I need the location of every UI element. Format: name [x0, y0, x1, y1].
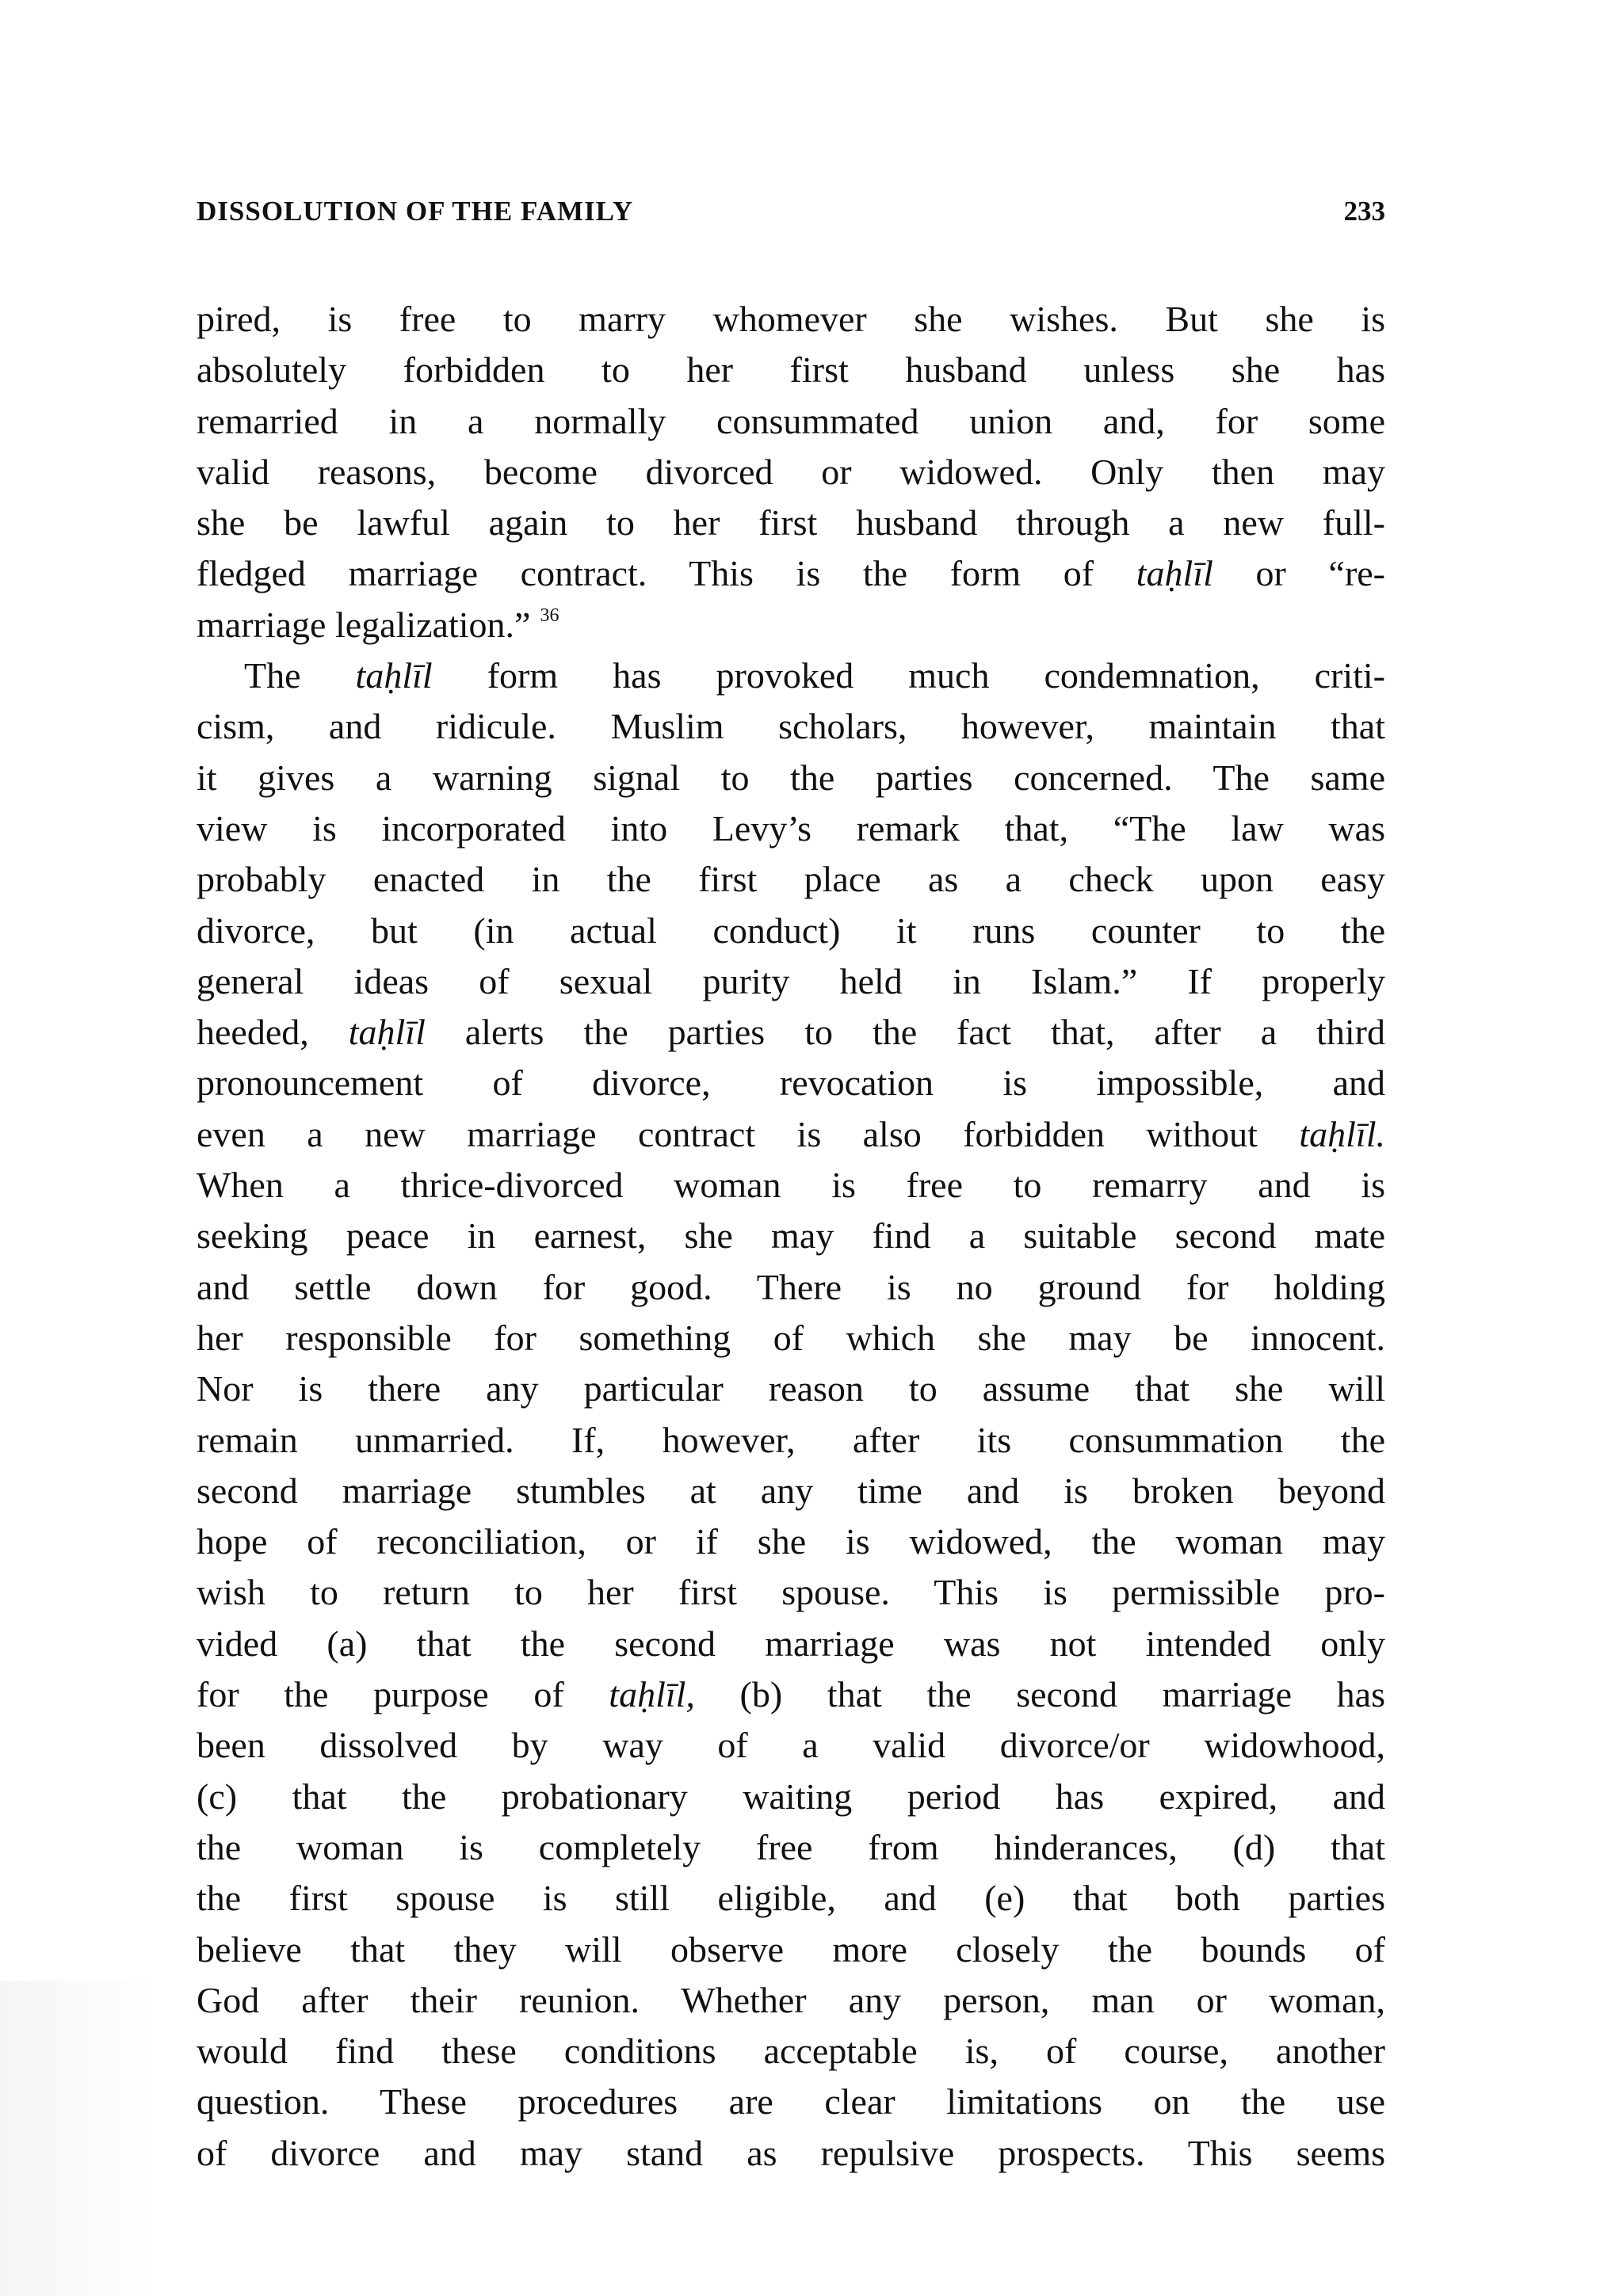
text-line: believe that they will observe more closely the bounds of	[197, 1928, 1385, 1970]
paragraph-end-line	[197, 600, 1385, 650]
text-line: absolutely forbidden to her first husband unless she has	[197, 349, 1385, 391]
text-line: been dissolved by way of a valid divorce/or widowhood,	[197, 1725, 1385, 1766]
text-line: view is incorporated into Levy’s remark that, “The law was	[197, 807, 1385, 849]
text-line	[197, 1669, 1385, 1720]
text-line	[197, 548, 1385, 599]
italic-term: taḥlīl	[1136, 553, 1213, 594]
text-line: wish to return to her first spouse. This is permissible pro-	[197, 1572, 1385, 1613]
text-line: and settle down for good. There is no ground for holding	[197, 1266, 1385, 1307]
text-line: divorce, but (in actual conduct) it runs counter to the	[197, 910, 1385, 951]
text-line: of divorce and may stand as repulsive prospects. This seems	[197, 2132, 1385, 2173]
text-line: hope of reconciliation, or if she is widowed, the woman may	[197, 1521, 1385, 1562]
text-line: pired, is free to marry whomever she wishes. But she is	[197, 299, 1385, 339]
text-line: remain unmarried. If, however, after its consummation the	[197, 1419, 1385, 1460]
text-line: the woman is completely free from hinderances, (d) that	[197, 1826, 1385, 1867]
text-line: question. These procedures are clear limitations on the use	[197, 2081, 1385, 2122]
text-line: probably enacted in the first place as a check upon easy	[197, 859, 1385, 900]
text-line: (c) that the probationary waiting period has expired, and	[197, 1775, 1385, 1817]
italic-term: taḥlīl	[355, 655, 433, 696]
text-segment: or “re-	[1212, 553, 1385, 594]
text-segment: (b) that the second marriage has	[694, 1674, 1385, 1715]
text-line: seeking peace in earnest, she may find a suitable second mate	[197, 1215, 1385, 1257]
text-segment: for the purpose of	[197, 1674, 609, 1715]
running-head	[197, 194, 1385, 229]
page-edge-shadow	[0, 1981, 158, 2296]
text-line	[197, 1109, 1385, 1160]
text-line: Nor is there any particular reason to assume that she will	[197, 1368, 1385, 1409]
text-line: valid reasons, become divorced or widowed. Only then may	[197, 451, 1385, 492]
text-segment: alerts the parties to the fact that, after a third	[425, 1012, 1385, 1053]
text-line: When a thrice-divorced woman is free to remarry and is	[197, 1165, 1385, 1206]
body-text	[197, 294, 1385, 2179]
text-line: God after their reunion. Whether any person, man or woman,	[197, 1979, 1385, 2020]
text-line: it gives a warning signal to the parties concerned. The same	[197, 757, 1385, 798]
text-line: her responsible for something of which she may be innocent.	[197, 1317, 1385, 1358]
text-line: general ideas of sexual purity held in Islam.” If properly	[197, 960, 1385, 1001]
text-segment: fledged marriage contract. This is the form of	[197, 553, 1136, 594]
text-segment: heeded,	[197, 1012, 349, 1053]
text-segment: form has provoked much condemnation, criti-	[432, 655, 1386, 696]
text-line: pronouncement of divorce, revocation is impossible, and	[197, 1062, 1385, 1104]
text-line: second marriage stumbles at any time and is broken beyond	[197, 1470, 1385, 1511]
text-line: she be lawful again to her first husband through a new full-	[197, 502, 1385, 543]
italic-term: taḥlīl	[348, 1012, 426, 1053]
text-segment: even a new marriage contract is also forbidden without	[197, 1113, 1300, 1154]
italic-term: taḥlīl,	[609, 1674, 695, 1715]
footnote-reference[interactable]: 36	[540, 605, 559, 626]
paragraph-start-line	[197, 650, 1385, 701]
text-line: vided (a) that the second marriage was not intended only	[197, 1623, 1385, 1664]
running-title: DISSOLUTION OF THE FAMILY	[197, 196, 634, 227]
page-number: 233	[1343, 196, 1385, 227]
text-line: remarried in a normally consummated union and, for some	[197, 400, 1385, 441]
text-line: cism, and ridicule. Muslim scholars, however, maintain that	[197, 706, 1385, 747]
italic-term: taḥlīl.	[1299, 1113, 1385, 1154]
text-line: would find these conditions acceptable is, of course, another	[197, 2031, 1385, 2072]
text-line	[197, 1007, 1385, 1058]
text-segment: marriage legalization.”	[197, 604, 531, 645]
text-segment: The	[244, 655, 356, 696]
text-line: the first spouse is still eligible, and (e) that both parties	[197, 1878, 1385, 1919]
